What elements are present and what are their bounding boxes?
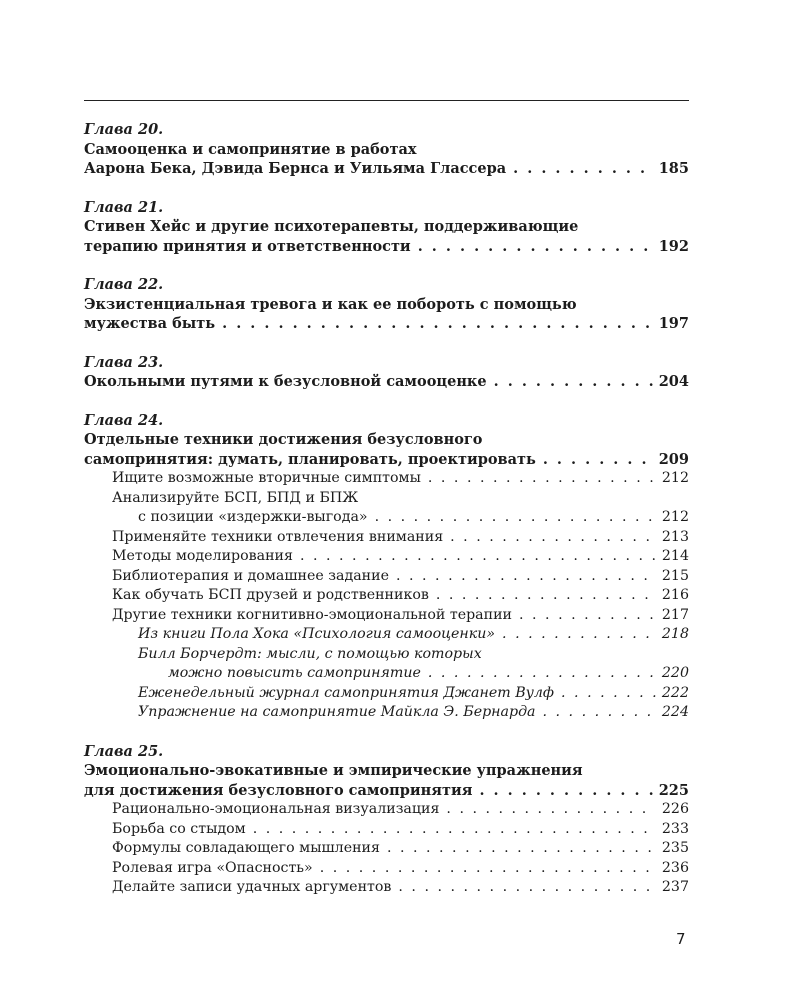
dot-leader <box>561 684 656 704</box>
toc-section[interactable] <box>84 586 689 606</box>
dot-leader <box>543 703 656 723</box>
toc-section[interactable] <box>84 820 689 840</box>
toc-section[interactable] <box>84 469 689 489</box>
page-ref: 209 <box>658 450 689 468</box>
page-ref: 236 <box>661 859 689 876</box>
toc-section[interactable] <box>84 528 689 548</box>
toc-subsection[interactable] <box>84 703 689 723</box>
chapter-title-line2: самопринятия: думать, планировать, проектировать <box>84 450 536 468</box>
subsection-title: Упражнение на самопринятие Майкла Э. Бернарда <box>138 704 536 720</box>
page-ref: 218 <box>661 626 689 642</box>
page-ref: 237 <box>661 879 689 895</box>
chapter-22 <box>84 275 689 334</box>
section-title: Методы моделирования <box>112 548 293 564</box>
toc-section[interactable] <box>84 508 689 528</box>
dot-leader <box>253 820 656 840</box>
page-ref: 212 <box>661 470 689 486</box>
dot-leader <box>300 547 656 567</box>
dot-leader <box>450 528 656 548</box>
top-rule <box>84 100 689 101</box>
toc-entry[interactable] <box>84 450 689 470</box>
chapter-title-line2: терапию принятия и ответственности <box>84 237 411 255</box>
page-ref: 235 <box>661 840 689 856</box>
page-ref: 212 <box>661 509 689 525</box>
toc-section[interactable] <box>84 839 689 859</box>
section-title: Делайте записи удачных аргументов <box>112 879 392 895</box>
chapter-title-line1: Экзистенциальная тревога и как ее побороть с помощью <box>84 295 577 313</box>
chapter-title-line1: Отдельные техники достижения безусловного <box>84 431 483 448</box>
subsection-title: Еженедельный журнал самопринятия Джанет Вулф <box>138 684 555 701</box>
dot-leader <box>222 314 653 334</box>
toc-entry[interactable] <box>84 159 689 179</box>
dot-leader <box>519 606 656 626</box>
page-ref: 216 <box>661 587 689 603</box>
chapter-title-line1: Самооценка и самопринятие в работах <box>84 140 417 158</box>
chapter-title-line2: мужества быть <box>84 315 216 332</box>
page-ref: 226 <box>661 801 689 817</box>
subsection-title-line1: Билл Борчердт: мысли, с помощью которых <box>138 645 482 662</box>
chapter-title-line1: Эмоционально-эвокативные и эмпирические упражнения <box>84 762 583 779</box>
toc-section[interactable] <box>84 800 689 820</box>
page-ref: 217 <box>661 606 689 623</box>
chapter-label: Глава 24. <box>84 411 164 429</box>
section-title-line1: Анализируйте БСП, БПД и БПЖ <box>112 489 359 506</box>
chapter-21 <box>84 198 689 257</box>
toc-subsection[interactable] <box>84 684 689 704</box>
toc-subsection[interactable] <box>84 664 689 684</box>
section-title: Рационально-эмоциональная визуализация <box>112 801 440 817</box>
page-ref: 233 <box>661 820 689 837</box>
section-title: Формулы совладающего мышления <box>112 840 380 856</box>
dot-leader <box>428 664 656 684</box>
dot-leader <box>396 567 656 587</box>
page-ref: 220 <box>661 665 689 681</box>
chapter-20 <box>84 120 689 179</box>
dot-leader <box>479 781 652 801</box>
subsection-title-line2: можно повысить самопринятие <box>168 665 421 681</box>
subsection-title: Из книги Пола Хока «Психология самооценки» <box>138 626 496 642</box>
dot-leader <box>375 508 656 528</box>
page-ref: 224 <box>661 704 689 720</box>
dot-leader <box>320 859 656 879</box>
page-ref: 225 <box>658 781 689 799</box>
chapter-title-line1: Стивен Хейс и другие психотерапевты, поддерживающие <box>84 218 579 235</box>
toc-section[interactable] <box>84 859 689 879</box>
section-title: Борьба со стыдом <box>112 820 246 837</box>
chapter-24 <box>84 411 689 723</box>
dot-leader <box>428 469 656 489</box>
chapter-title-line2: Аарона Бека, Дэвида Бернса и Уильяма Глассера <box>84 160 507 177</box>
page-ref: 192 <box>658 237 689 255</box>
page-ref: 185 <box>658 160 689 177</box>
page-ref: 215 <box>661 567 689 584</box>
chapter-23 <box>84 353 689 392</box>
dot-leader <box>418 237 653 257</box>
chapter-label: Глава 22. <box>84 276 164 293</box>
chapter-title-line2: для достижения безусловного самопринятия <box>84 781 473 799</box>
page-ref: 222 <box>661 684 689 701</box>
dot-leader <box>543 450 653 470</box>
toc-entry[interactable] <box>84 372 689 392</box>
chapter-label: Глава 20. <box>84 121 164 138</box>
toc-section[interactable] <box>84 606 689 626</box>
toc-entry[interactable] <box>84 781 689 801</box>
section-title: Ищите возможные вторичные симптомы <box>112 470 421 486</box>
chapter-label: Глава 21. <box>84 198 164 216</box>
section-title: Ролевая игра «Опасность» <box>112 859 313 876</box>
page-ref: 197 <box>658 315 689 332</box>
chapter-label: Глава 23. <box>84 353 164 371</box>
toc-entry[interactable] <box>84 237 689 257</box>
toc-section[interactable] <box>84 567 689 587</box>
chapter-label: Глава 25. <box>84 742 164 760</box>
page-ref: 214 <box>661 548 689 564</box>
section-title-line2: с позиции «издержки-выгода» <box>138 509 368 525</box>
toc-subsection[interactable] <box>84 625 689 645</box>
chapter-25 <box>84 742 689 898</box>
section-title: Библиотерапия и домашнее задание <box>112 567 389 584</box>
section-title: Применяйте техники отвлечения внимания <box>112 528 444 545</box>
toc-section[interactable] <box>84 547 689 567</box>
dot-leader <box>494 372 653 392</box>
dot-leader <box>436 586 656 606</box>
toc-section[interactable] <box>84 878 689 898</box>
page-ref: 213 <box>661 528 689 545</box>
toc-entry[interactable] <box>84 314 689 334</box>
dot-leader <box>502 625 656 645</box>
table-of-contents <box>84 120 689 917</box>
page-ref: 204 <box>658 373 689 390</box>
dot-leader <box>513 159 653 179</box>
page-number: 7 <box>676 930 686 948</box>
chapter-title: Окольными путями к безусловной самооценке <box>84 373 487 390</box>
dot-leader <box>387 839 656 859</box>
section-title: Как обучать БСП друзей и родственников <box>112 587 429 603</box>
dot-leader <box>446 800 655 820</box>
section-title: Другие техники когнитивно-эмоциональной терапии <box>112 606 513 623</box>
dot-leader <box>398 878 656 898</box>
